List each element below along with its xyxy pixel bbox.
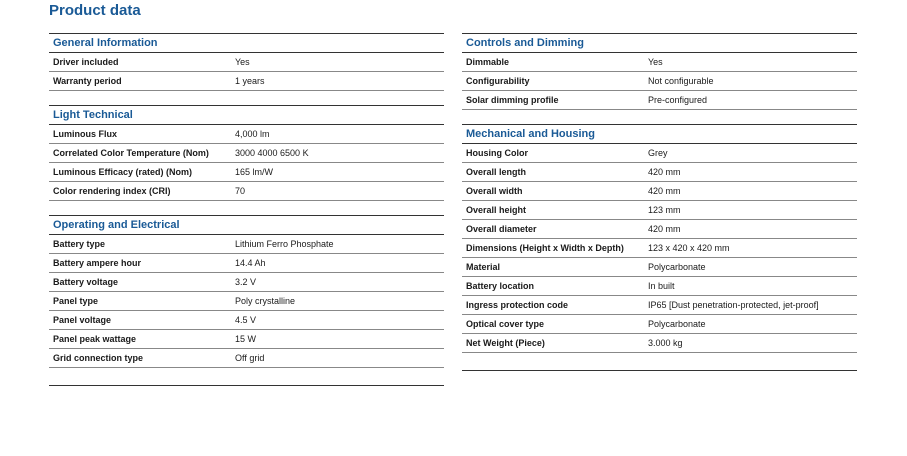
table-row	[49, 72, 444, 91]
row-value: 4.5 V	[235, 315, 257, 325]
section-title: Mechanical and Housing	[462, 124, 857, 144]
row-value: 1 years	[235, 76, 265, 86]
row-value: 15 W	[235, 334, 257, 344]
row-label: Material	[466, 262, 501, 272]
section-operating-and-electrical	[49, 215, 444, 386]
row-label: Overall height	[466, 205, 527, 215]
section-end-rule	[49, 368, 444, 386]
row-value: 420 mm	[648, 224, 681, 234]
row-value: Yes	[235, 57, 250, 67]
row-label: Panel voltage	[53, 315, 112, 325]
right-column	[462, 33, 857, 385]
row-label: Luminous Flux	[53, 129, 117, 139]
section-general-information	[49, 33, 444, 91]
section-title: General Information	[49, 33, 444, 53]
row-value: Polycarbonate	[648, 262, 706, 272]
row-label: Correlated Color Temperature (Nom)	[53, 148, 209, 158]
table-row	[462, 182, 857, 201]
row-label: Overall width	[466, 186, 523, 196]
table-row	[49, 163, 444, 182]
section-title: Light Technical	[49, 105, 444, 125]
row-value: 3.000 kg	[648, 338, 683, 348]
table-row	[49, 144, 444, 163]
table-row	[462, 296, 857, 315]
table-row	[462, 220, 857, 239]
section-mechanical-and-housing	[462, 124, 857, 371]
table-row	[462, 258, 857, 277]
row-label: Dimensions (Height x Width x Depth)	[466, 243, 624, 253]
table-row	[49, 273, 444, 292]
table-row	[462, 144, 857, 163]
row-value: 420 mm	[648, 186, 681, 196]
row-label: Configurability	[466, 76, 530, 86]
table-row	[462, 72, 857, 91]
row-value: 70	[235, 186, 246, 196]
row-value: 420 mm	[648, 167, 681, 177]
row-value: Polycarbonate	[648, 319, 706, 329]
row-value: In built	[648, 281, 675, 291]
row-value: 123 mm	[648, 205, 681, 215]
table-row	[462, 239, 857, 258]
table-row	[49, 125, 444, 144]
row-value: Off grid	[235, 353, 265, 363]
table-row	[49, 311, 444, 330]
row-label: Ingress protection code	[466, 300, 569, 310]
row-label: Warranty period	[53, 76, 122, 86]
table-row	[462, 91, 857, 110]
table-row	[49, 182, 444, 201]
row-label: Net Weight (Piece)	[466, 338, 545, 348]
page-title: Product data	[49, 2, 141, 19]
section-title: Operating and Electrical	[49, 215, 444, 235]
section-end-rule	[462, 353, 857, 371]
table-row	[49, 330, 444, 349]
row-label: Housing Color	[466, 148, 528, 158]
row-label: Battery voltage	[53, 277, 119, 287]
row-value: 3000 4000 6500 K	[235, 148, 309, 158]
row-value: Yes	[648, 57, 663, 67]
row-value: 14.4 Ah	[235, 258, 266, 268]
section-light-technical	[49, 105, 444, 201]
table-row	[462, 315, 857, 334]
row-value: Pre-configured	[648, 95, 708, 105]
table-row	[49, 53, 444, 72]
section-title: Controls and Dimming	[462, 33, 857, 53]
row-label: Panel type	[53, 296, 99, 306]
row-value: IP65 [Dust penetration-protected, jet-proof]	[648, 300, 819, 310]
table-row	[49, 254, 444, 273]
left-column	[49, 33, 444, 400]
row-label: Panel peak wattage	[53, 334, 137, 344]
row-label: Luminous Efficacy (rated) (Nom)	[53, 167, 193, 177]
row-value: Poly crystalline	[235, 296, 296, 306]
row-label: Color rendering index (CRI)	[53, 186, 171, 196]
row-label: Battery ampere hour	[53, 258, 142, 268]
section-controls-and-dimming	[462, 33, 857, 110]
row-label: Battery type	[53, 239, 106, 249]
row-value: Not configurable	[648, 76, 714, 86]
row-value: 165 lm/W	[235, 167, 274, 177]
table-row	[462, 334, 857, 353]
table-row	[462, 201, 857, 220]
row-label: Overall length	[466, 167, 527, 177]
row-label: Solar dimming profile	[466, 95, 559, 105]
row-label: Grid connection type	[53, 353, 144, 363]
table-row	[49, 235, 444, 254]
row-label: Battery location	[466, 281, 535, 291]
row-value: 3.2 V	[235, 277, 257, 287]
table-row	[462, 163, 857, 182]
table-row	[49, 349, 444, 368]
row-value: 4,000 lm	[235, 129, 270, 139]
row-value: 123 x 420 x 420 mm	[648, 243, 730, 253]
table-row	[462, 53, 857, 72]
row-value: Grey	[648, 148, 668, 158]
row-label: Driver included	[53, 57, 119, 67]
row-label: Dimmable	[466, 57, 510, 67]
row-value: Lithium Ferro Phosphate	[235, 239, 334, 249]
table-row	[49, 292, 444, 311]
row-label: Optical cover type	[466, 319, 545, 329]
table-row	[462, 277, 857, 296]
row-label: Overall diameter	[466, 224, 537, 234]
